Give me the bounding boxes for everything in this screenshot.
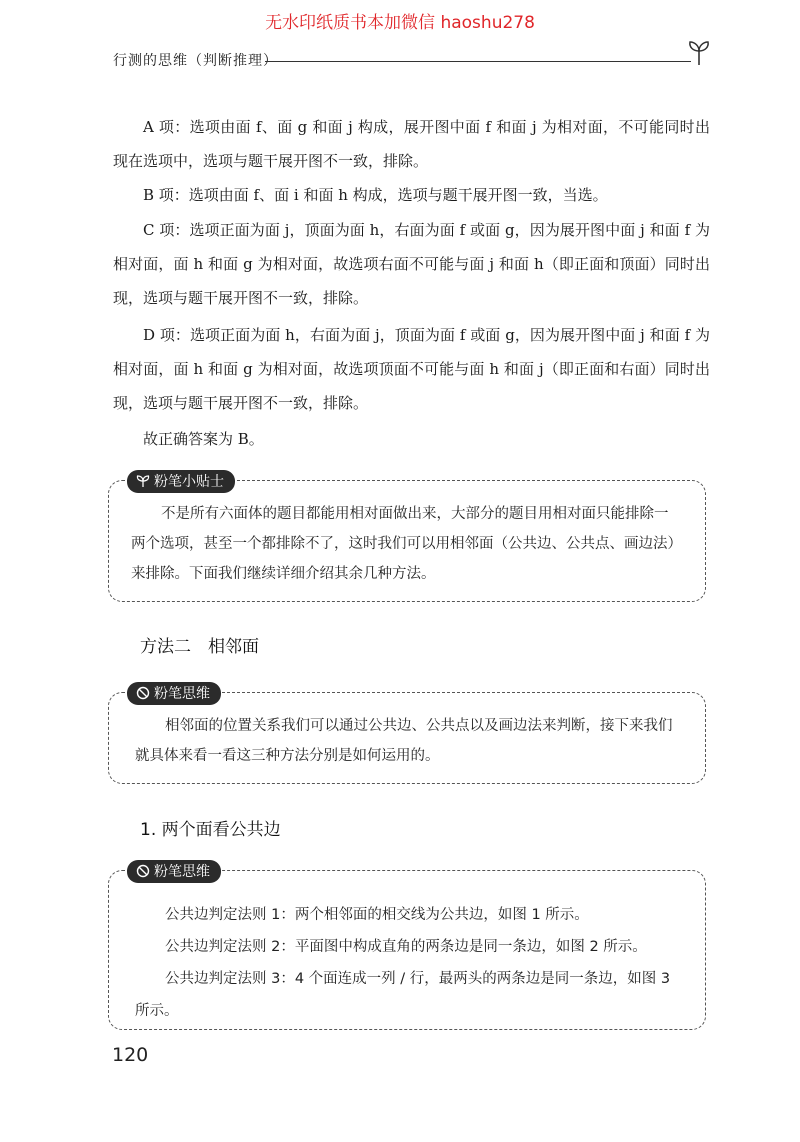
tip-box bbox=[108, 474, 706, 602]
rule-item: 公共边判定法则 1：两个相邻面的相交线为公共边，如图 1 所示。 bbox=[165, 907, 589, 923]
method-heading: 方法二 相邻面 bbox=[140, 637, 259, 657]
watermark-text: 无水印纸质书本加微信 haoshu278 bbox=[265, 13, 535, 33]
tip-label-pill bbox=[127, 470, 235, 493]
sprout-icon bbox=[687, 40, 711, 70]
option-c-paragraph: C 项：选项正面为面 j，顶面为面 h，右面为面 f 或面 g，因为展开图中面 j 和面 f 为相对面，面 h 和面 g 为相对面，故选项右面不可能与面 j 和面 h（即正面和顶面）同时出现，选项与题干展开图不一致，排除。 bbox=[113, 221, 710, 307]
thinking-box-1 bbox=[108, 686, 706, 784]
tip-label: 粉笔小贴士 bbox=[154, 474, 224, 490]
thinking-text: 相邻面的位置关系我们可以通过公共边、公共点以及画边法来判断，接下来我们就具体来看一看这三种方法分别是如何运用的。 bbox=[135, 718, 673, 764]
rule-item: 公共边判定法则 2：平面图中构成直角的两条边是同一条边，如图 2 所示。 bbox=[165, 939, 647, 955]
tip-text: 不是所有六面体的题目都能用相对面做出来，大部分的题目用相对面只能排除一两个选项，甚至一个都排除不了，这时我们可以用相邻面（公共边、公共点、画边法）来排除。下面我们继续详细介绍其余几种方法。 bbox=[131, 506, 675, 582]
option-d-paragraph: D 项：选项正面为面 h，右面为面 j，顶面为面 f 或面 g，因为展开图中面 j 和面 f 为相对面，面 h 和面 g 为相对面，故选项顶面不可能与面 h 和面 j（即正面和右面）同时出现，选项与题干展开图不一致，排除。 bbox=[113, 326, 710, 412]
thinking-box-2 bbox=[108, 864, 706, 1030]
header-rule bbox=[265, 61, 691, 62]
rule-item: 公共边判定法则 3：4 个面连成一列 / 行，最两头的两条边是同一条边，如图 3 所示。 bbox=[135, 971, 671, 1019]
option-a-paragraph: A 项：选项由面 f、面 g 和面 j 构成，展开图中面 f 和面 j 为相对面，不可能同时出现在选项中，选项与题干展开图不一致，排除。 bbox=[113, 118, 710, 170]
thinking-label-pill bbox=[127, 860, 221, 883]
sprout-icon bbox=[136, 474, 150, 488]
answer-line: 故正确答案为 B。 bbox=[143, 430, 264, 448]
rules-list bbox=[109, 871, 705, 1027]
running-header bbox=[113, 50, 713, 70]
no-sign-icon bbox=[136, 864, 150, 878]
page-number: 120 bbox=[112, 1044, 149, 1066]
thinking-label: 粉笔思维 bbox=[154, 686, 210, 702]
thinking-label-pill bbox=[127, 682, 221, 705]
subheading: 1. 两个面看公共边 bbox=[140, 820, 281, 840]
header-title: 行测的思维（判断推理） bbox=[113, 53, 278, 69]
thinking-label: 粉笔思维 bbox=[154, 864, 210, 880]
no-sign-icon bbox=[136, 686, 150, 700]
option-b-paragraph: B 项：选项由面 f、面 i 和面 h 构成，选项与题干展开图一致，当选。 bbox=[143, 186, 608, 204]
